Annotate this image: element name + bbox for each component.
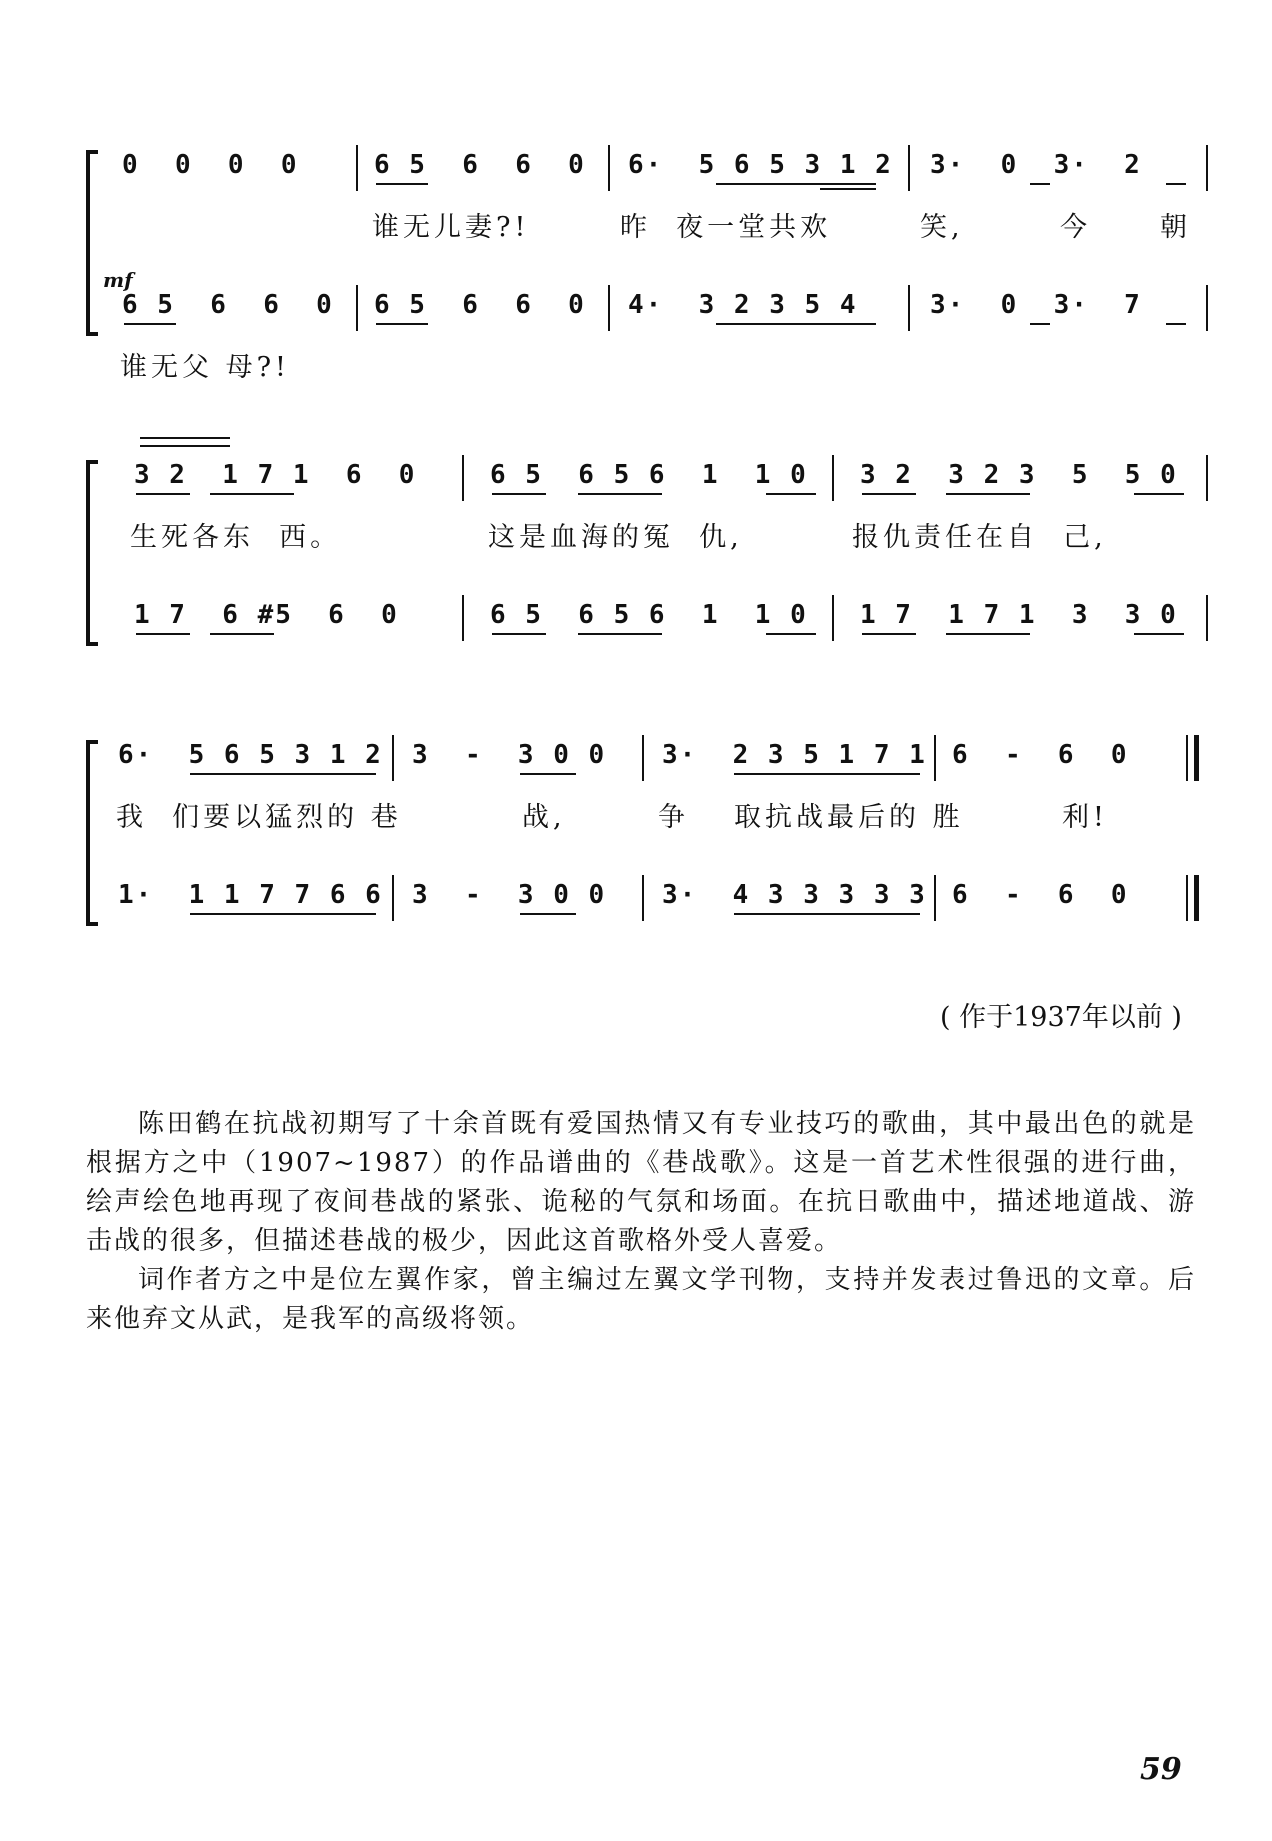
underline (210, 493, 294, 495)
s3-lyric: 取抗战最后的 胜 (734, 802, 964, 833)
s3-upper-m3: 3· 2 3 5 1 7 1 (662, 740, 927, 770)
barline (1206, 285, 1208, 331)
underline (716, 323, 876, 325)
s1-upper-m2: 6 5 6 6 0 (374, 150, 586, 180)
s3-lower-m1: 1· 1 1 7 7 6 6 (118, 880, 383, 910)
underline (124, 323, 176, 325)
s2-upper-m1: 3 2 1 7 1 6 0 (134, 460, 417, 490)
s1-upper-m1: 0 0 0 0 (122, 150, 299, 180)
underline (578, 633, 662, 635)
barline (356, 285, 358, 331)
barline (1206, 455, 1208, 501)
s2-lyric: 这是血海的冤 仇, (488, 522, 743, 553)
s3-lyric: 我 们要以猛烈的 巷 (116, 802, 402, 833)
s1-upper-m4: 3· 0 3· 2 (930, 150, 1142, 180)
underline (734, 773, 920, 775)
s3-upper-m1: 6· 5 6 5 3 1 2 (118, 740, 383, 770)
barline (908, 285, 910, 331)
s1-lyric: 笑, (920, 212, 964, 243)
underline (520, 913, 576, 915)
s2-upper-m2: 6 5 6 5 6 1 1 0 (490, 460, 808, 490)
paragraph: 词作者方之中是位左翼作家，曾主编过左翼文学刊物，支持并发表过鲁迅的文章。后来他弃文从武，是我军的高级将领。 (86, 1265, 1196, 1334)
underline (376, 323, 428, 325)
s3-upper-m4: 6 - 6 0 (952, 740, 1129, 770)
barline (1186, 875, 1188, 921)
underline (1166, 183, 1186, 185)
s3-lower-m2: 3 - 3 0 0 (412, 880, 607, 910)
s3-lyric: 利! (1062, 802, 1108, 833)
barline (832, 595, 834, 641)
s2-lower-m3: 1 7 1 7 1 3 3 0 (860, 600, 1178, 630)
crescendo-mark (140, 445, 230, 447)
final-barline (1194, 735, 1199, 781)
commentary (86, 1105, 1196, 1339)
crescendo-mark (140, 437, 230, 439)
underline (766, 633, 816, 635)
underline (1166, 323, 1186, 325)
underline (716, 183, 876, 185)
s1-upper-m3: 6· 5 6 5 3 1 2 (628, 150, 893, 180)
barline (462, 595, 464, 641)
paragraph: 陈田鹤在抗战初期写了十余首既有爱国热情又有专业技巧的歌曲，其中最出色的就是根据方之中（1907~1987）的作品谱曲的《巷战歌》。这是一首艺术性很强的进行曲，绘声绘色地再现了夜间巷战的紧张、诡秘的气氛和场面。在抗日歌曲中，描述地道战、游击战的很多，但描述巷战的极少，因此这首歌格外受人喜爱。 (86, 1109, 1196, 1256)
barline (608, 285, 610, 331)
page-number: 59 (1140, 1752, 1182, 1787)
underline (946, 633, 1030, 635)
barline (642, 875, 644, 921)
underline (190, 773, 376, 775)
underline (136, 493, 190, 495)
underline (210, 633, 274, 635)
underline (1030, 323, 1050, 325)
composed-date-note: ( 作于1937年以前 ) (940, 1002, 1182, 1033)
underline (578, 493, 662, 495)
underline (766, 493, 816, 495)
barline (832, 455, 834, 501)
underline (1134, 633, 1184, 635)
underline (492, 493, 546, 495)
s1-lyric: 昨 夜一堂共欢 (620, 212, 832, 243)
barline (1186, 735, 1188, 781)
s1-lyric: 今 (1060, 212, 1091, 243)
barline (934, 735, 936, 781)
underline (946, 493, 1030, 495)
s3-lower-m4: 6 - 6 0 (952, 880, 1129, 910)
underline (820, 188, 876, 190)
s2-lyric: 生死各东 西。 (130, 522, 342, 553)
underline (734, 913, 920, 915)
system-3-bracket (86, 740, 98, 926)
underline (862, 493, 916, 495)
underline (862, 633, 916, 635)
s3-lower-m3: 3· 4 3 3 3 3 3 (662, 880, 927, 910)
underline (136, 633, 190, 635)
s1-lyric: 谁无儿妻?! (372, 212, 530, 243)
s1-lower-m4: 3· 0 3· 7 (930, 290, 1142, 320)
barline (392, 875, 394, 921)
underline (190, 913, 376, 915)
s2-upper-m3: 3 2 3 2 3 5 5 0 (860, 460, 1178, 490)
underline (1134, 493, 1184, 495)
barline (1206, 145, 1208, 191)
barline (1206, 595, 1208, 641)
barline (934, 875, 936, 921)
s2-lower-m2: 6 5 6 5 6 1 1 0 (490, 600, 808, 630)
barline (462, 455, 464, 501)
s3-lyric: 战, (522, 802, 566, 833)
s1-lower-m3: 4· 3 2 3 5 4 (628, 290, 858, 320)
system-2-bracket (86, 460, 98, 646)
system-1-bracket (86, 150, 98, 336)
s2-lower-m1: 1 7 6 #5 6 0 (134, 600, 399, 630)
s1-lower-lyric: 谁无父 母?! (120, 352, 290, 383)
barline (908, 145, 910, 191)
underline (520, 773, 576, 775)
s1-lower-m1: 6 5 6 6 0 (122, 290, 334, 320)
underline (376, 183, 428, 185)
barline (356, 145, 358, 191)
s1-lower-m2: 6 5 6 6 0 (374, 290, 586, 320)
s3-lyric: 争 (658, 802, 689, 833)
s3-upper-m2: 3 - 3 0 0 (412, 740, 607, 770)
s2-lyric: 报仇责任在自 己, (852, 522, 1107, 553)
final-barline (1194, 875, 1199, 921)
barline (392, 735, 394, 781)
s1-lyric: 朝 (1160, 212, 1191, 243)
dynamic-marking: mf (103, 268, 133, 292)
underline (1030, 183, 1050, 185)
barline (608, 145, 610, 191)
barline (642, 735, 644, 781)
underline (492, 633, 546, 635)
